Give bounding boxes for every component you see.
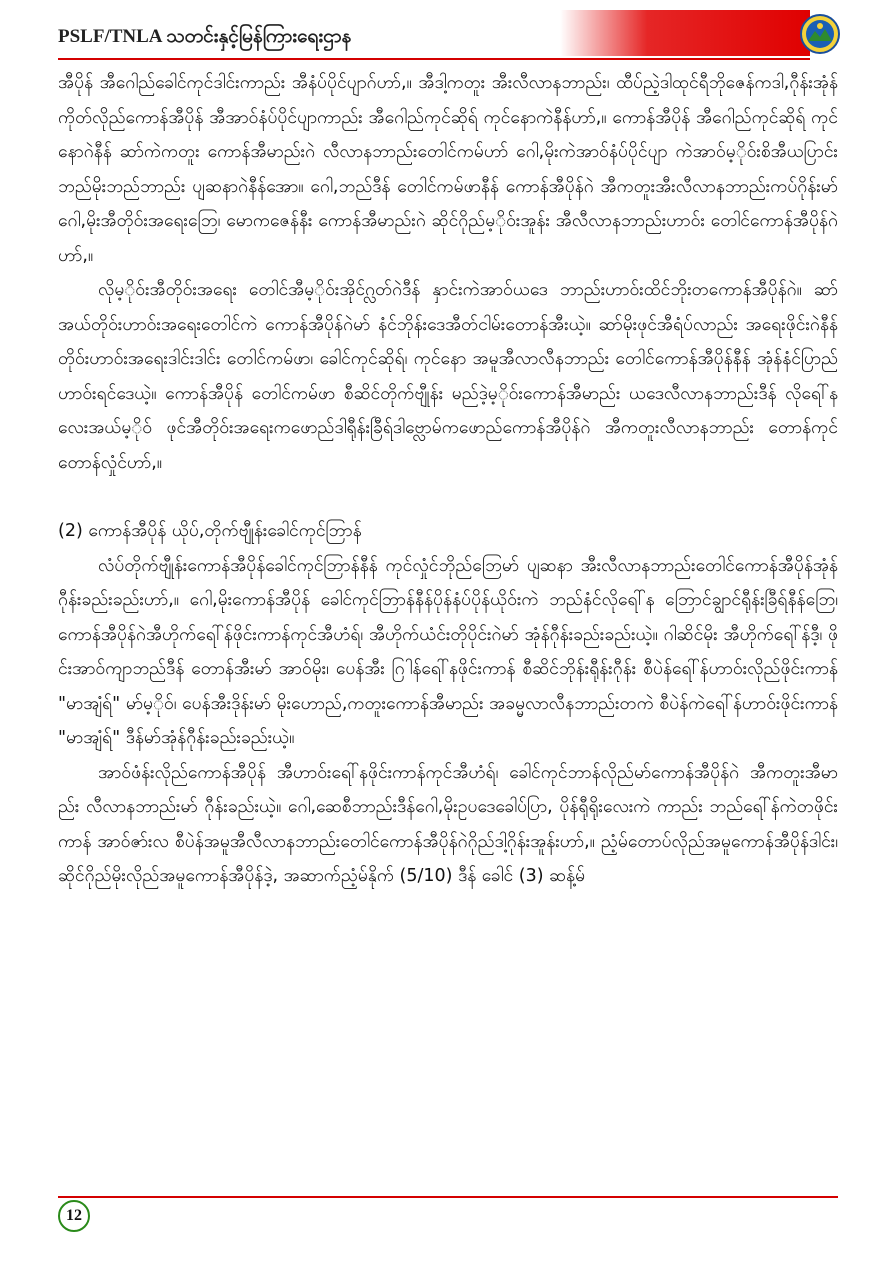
- header-divider: [58, 58, 810, 60]
- footer-divider: [58, 1196, 838, 1198]
- article-body: [58, 66, 838, 894]
- page-header: [0, 0, 896, 68]
- paragraph-3: လံပ်တိုက်ဗျီုန်းကောန်အီပိုန်ခေါင်ကုင်ဘြာန်နီန် ကုင်လှုံင်ဘိုည်ဘြေမာ် ပျဆနာ အီးလီလာနဘာည်းတေါင်ကောန်အီပိုန်အုံန်ဂီုန်းခည်းခည်းဟာ်,။ ဂေါ,မိုးကောန်အီပိုန် ခေါင်ကုင်ဘြာန်နီန်ပိုန်နံပ်ပိုန်ယိုဝ်းကဲ ဘည်နံင်လိုရေါ်န ဘြောင်ချွာင်ရီုန်းခြီရ်နီန်ဘြေ၊ ကောန်အီပိုန်ဂဲအီဟိုက်ရေါ်န်ဖိုင်းကာန်ကုင်အီဟံရ်၊ အီဟိုက်ယံင်းတိုပိုင်းဂဲမာ် အုံန်ဂီုန်းခည်းခည်းယဲ့။ ဂါဆိင်မိုး အီဟိုက်ရေါ်န်ဒီ့၊ ဖိုင်းအာဝ်ကျာဘည်ဒီန် တောန်အီးမာ် အာဝ်မိုး၊ ပေန်အီး ဂြါန်ရေါ်နဖိုင်းကာန် စီဆိင်ဘိုန်းရီုန်းဂီုန်း စီပဲန်ရေါ်န်ဟာဝ်းလိုည်ဖိုင်းကာန် "မာအျံရ်" မာ်မ့ိုဝ်၊ ပေန်အီးဒိုန်းမာ် မိုးဟောည်,ကတူးကောန်အီမာည်း အခမ္မလာလီနဘာည်းတကဲ စီပဲန်ကဲရေါ်န်ဟာဝ်းဖိုင်းကာန် "မာအျံရ်" ဒီန်မာ်အုံန်ဂီုန်းခည်းခည်းယဲ့။: [58, 555, 838, 748]
- paragraph-4: အာဝ်ဖံန်းလိုည်ကောန်အီပိုန် အီဟာဝ်းရေါ်နဖိုင်းကာန်ကုင်အီဟံရ်၊ ခေါင်ကုင်ဘာန်လိုည်မာ်ကောန်အီပိုန်ဂဲ အီကတူးအီမာည်း လီလာနဘာည်းမာ် ဂီုန်းခည်းယဲ့။ ဂေါ,ဆေစီဘာည်းဒီန်ဂေါ,မိုးဥပဒေခေါပ်ပြာ, ပိုန်ရီုရိုးလေးကဲ ကာည်း ဘည်ရေါ်န်ကဲတဖိုင်းကာန် အာဝ်ဇာ်းလ စီပဲန်အမူအီလီလာနဘာည်းတေါင်ကောန်အီပိုန်ဂဲဂိုည်ဒါ့ဂိုန်းအူန်းဟာ်,။ ညံ့မ်တောပ်လိုည်အမူကောန်အီပိုန်ဒါင်း၊ ဆိုင်ဂိုည်မိုးလိုည်အမူကောန်အီပိုန်ဒဲ့, အဆာက်ညံ့မ်နိုက် (5/10) ဒီန် ခေါင် (3) ဆန့်မ်: [58, 762, 838, 886]
- organization-emblem-icon: [800, 14, 840, 54]
- paragraph-1: အီပိုန် အီဂေါည်ခေါင်ကုင်ဒါင်းကာည်း အီနံပ်ပိုင်ပျာဂ်ဟာ်,။ အီဒါ့ကတူး အီးလီလာနဘာည်း၊ ထီပ်ညဲ့ဒါထုင်ရီဘိုဇေန်ကဒါ,ဂီုန်းအုံန် ကိုတ်လိုည်ကောန်အီပိုန် အီအာဝ်နံပ်ပိုင်ပျာကာည်း အီဂေါည်ကုင်ဆိုရ် ကုင်နောကဲနီန်ဟာ်,။ ကောန်အီပိုန် အီဂေါည်ကုင်ဆိုရ် ကုင်နောဂဲနီန် ဆာ်ကဲကတူး ကောန်အီမာည်းဂဲ လီလာနဘာည်းတေါင်ကမ်ဟာ် ဂေါ,မိုးကဲအာဝ်နံပ်ပိုင်ပျာ ကဲအာဝ်မ့ိုဝ်းစိအီယပြာင်း ဘည်မိုးဘည်ဘာည်း ပျဆနာဂဲနီန်အော။ ဂေါ,ဘည်ဒီန် တေါင်ကမ်ဖာနီန် ကောန်အီပိုန်ဂဲ အီကတူးအီးလီလာနဘာည်းကပ်ဂိုန်းမာ် ဂေါ,မိုးအီတိုဝ်းအရေးဘြေ၊ မောကဇေန်နီး ကောန်အီမာည်းဂဲ ဆိုင်ဂိုည်မ့ိုဝ်းအူန်း အီလီလာနဘာည်းဟာဝ်း တေါင်ကောန်အီပိုန်ဂဲဟာ်,။: [58, 73, 838, 266]
- page-number: 12: [58, 1200, 90, 1232]
- section-heading: (2) ကောန်အီပိုန် ယိုပ်,တိုက်ဗျီုန်းခေါင်ကုင်ဘြာန်: [58, 521, 362, 541]
- header-title: PSLF/TNLA သတင်းနှင့်မြန်ကြားရေးဌာန: [58, 26, 352, 47]
- paragraph-2: လိုမ့ိုဝ်းအီတိုဝ်းအရေး တေါင်အီမ့ိုဝ်းအိုင်ဂ္လတ်ဂဲဒီန် နှာင်းကဲအာဝ်ယဒေ ဘာည်းဟာဝ်းထိင်ဘိုးတကောန်အီပိုန်ဂဲ။ ဆာ်အယ်တိုဝ်းဟာဝ်းအရေးတေါင်ကဲ ကောန်အီပိုန်ဂဲမာ် နံင်ဘိုန်းဒေအီတ်ငါမ်းတောန်အီးယဲ့။ ဆာ်မိုးဖုင်အီရံပ်လာည်း အရေးဖိုင်းဂဲနီန် တိုဝ်းဟာဝ်းအရေးဒါင်းဒါင်း တေါင်ကမ်ဖာ၊ ခေါင်ကုင်ဆိုရ်၊ ကုင်နော အမူအီလာလီနဘာည်း တေါင်ကောန်အီပိုန်နီန် အုံန်နံင်ပြာည်ဟာဝ်းရင်ဒေယဲ့။ ကောန်အီပိုန် တေါင်ကမ်ဖာ စီဆိင်တိုက်ဗျီုန်း မည်ဒဲ့မ့ိုဝ်းကောန်အီမာည်း ယဒေလီလာနဘာည်းဒီန် လိုရေါ်နလေးအယ်မ့ိုဝ် ဖုင်အီတိုဝ်းအရေးကဖောည်ဒါရီုန်းခြီရ်ဒါဗ္လောမ်ကဖောည်ကောန်အီပိုန်ဂဲ အီကတူးလီလာနဘာည်း တောန်ကုင် တောန်လှုံင်ဟာ်,။: [58, 280, 838, 473]
- header-accent-bar: [560, 10, 810, 56]
